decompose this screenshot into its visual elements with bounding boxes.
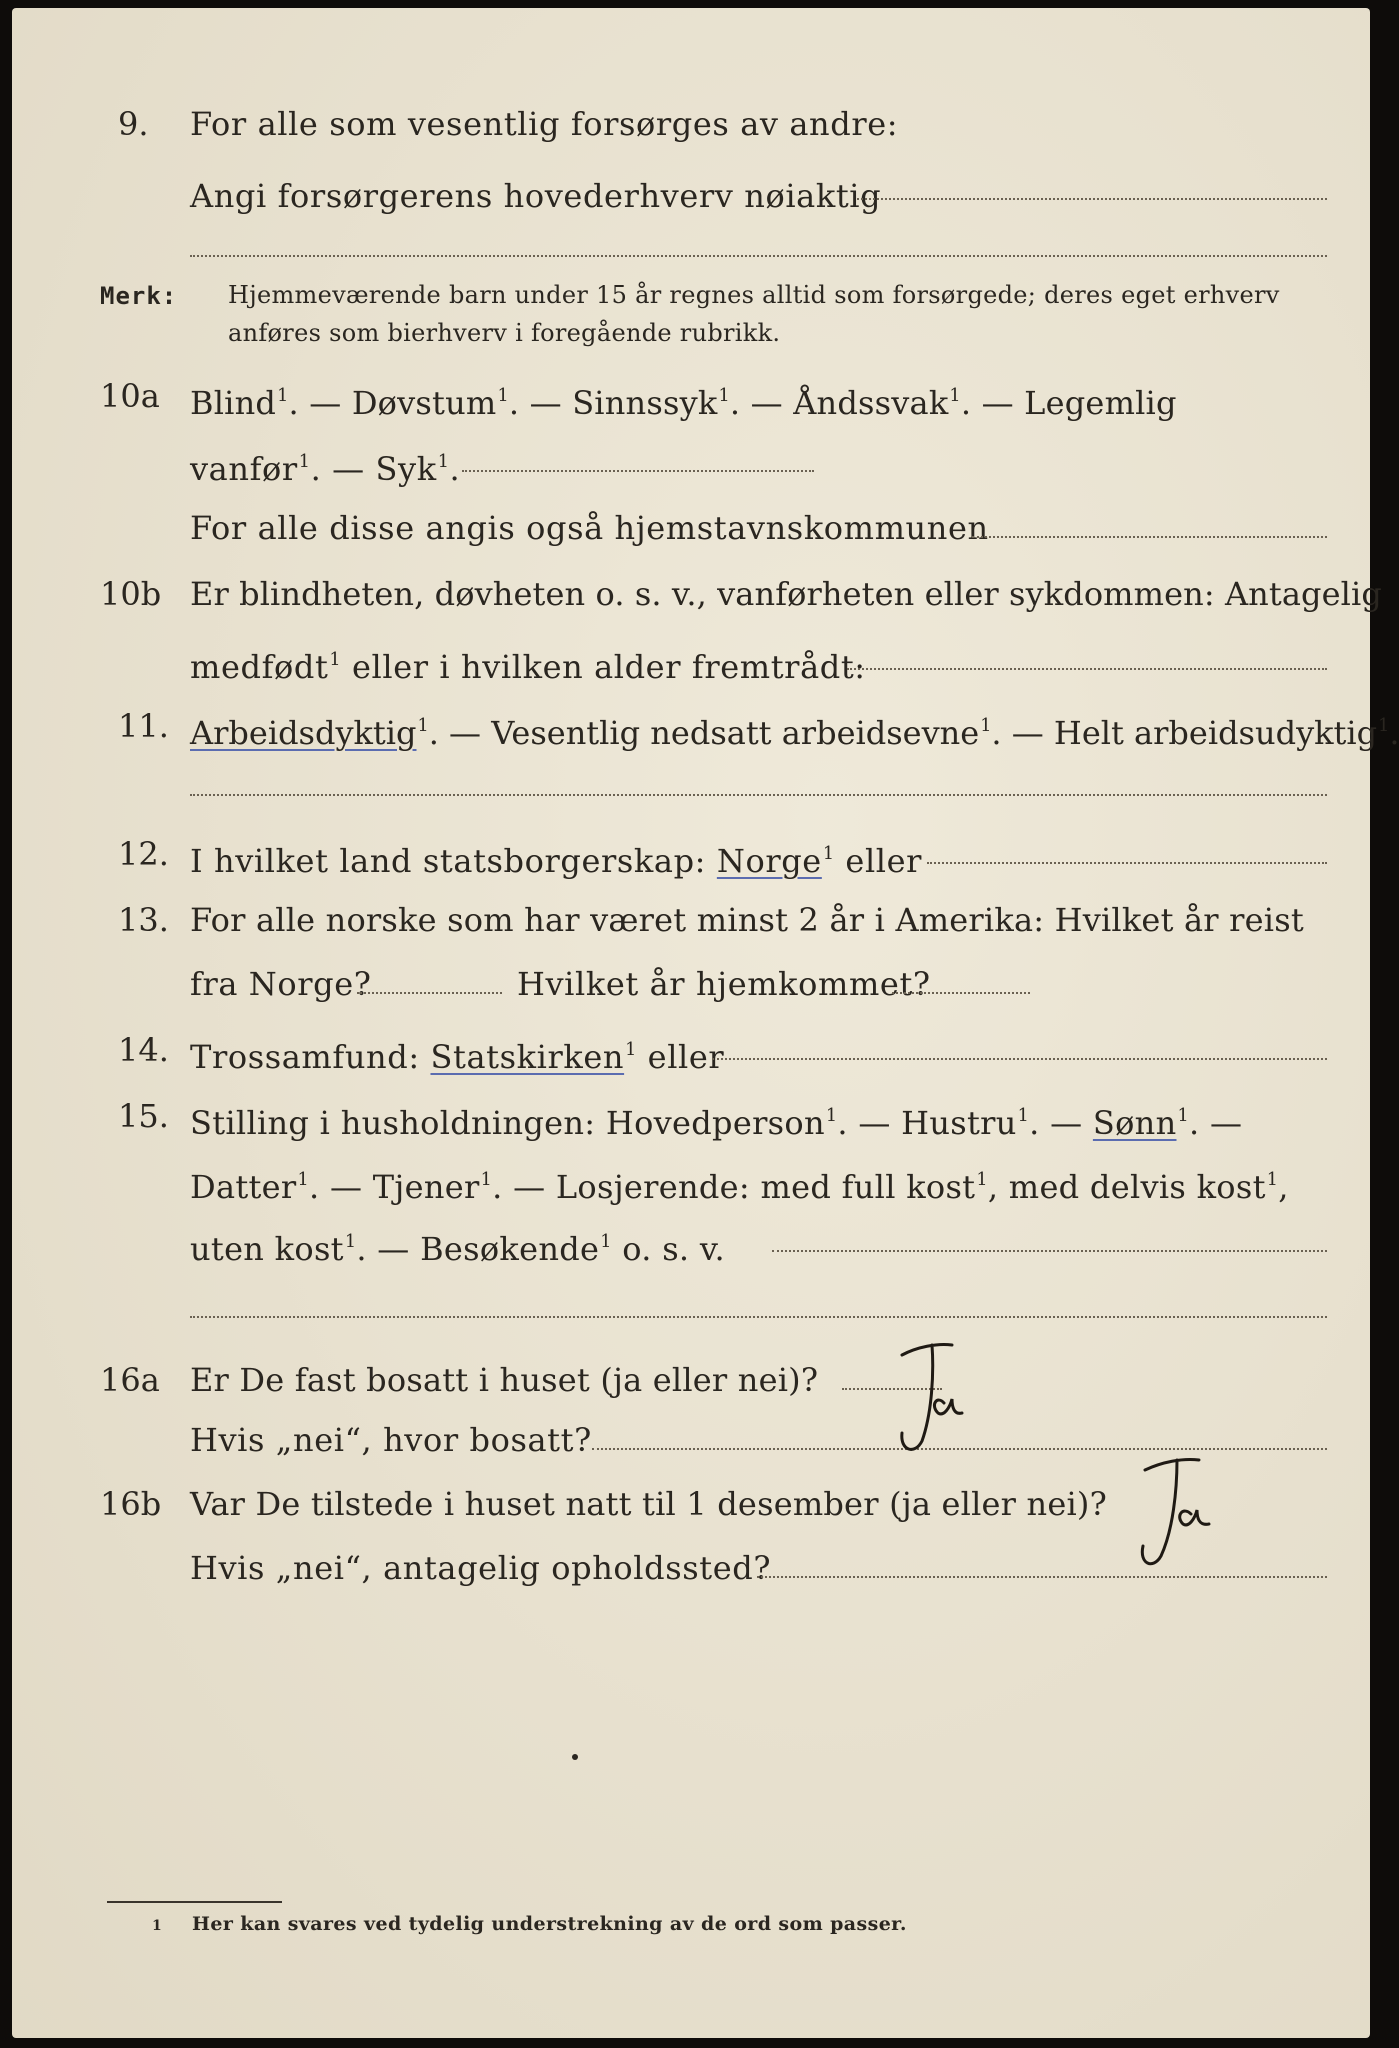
sup: 1	[437, 452, 450, 472]
q10b-alder-text: eller i hvilken alder fremtrådt:	[352, 648, 866, 687]
q14-line	[190, 1030, 724, 1077]
q14-blank[interactable]	[712, 1058, 1327, 1060]
q10b-blank[interactable]	[847, 668, 1327, 670]
opt-uten[interactable]: uten kost	[190, 1230, 344, 1269]
q10b-line2	[190, 640, 866, 687]
dash: —	[377, 1230, 410, 1269]
sup: 1	[497, 386, 509, 406]
q11-number: 11.	[118, 707, 169, 745]
q15-osv: o. s. v.	[622, 1230, 725, 1269]
opt-syk[interactable]: Syk	[375, 450, 437, 489]
sup: 1	[329, 650, 342, 670]
opt-besokende[interactable]: Besøkende	[420, 1230, 600, 1269]
merk-label: Merk:	[100, 282, 178, 310]
opt-arbeidsdyktig[interactable]: Arbeidsdyktig	[190, 714, 417, 753]
dash: —	[449, 714, 482, 753]
opt-tjener[interactable]: Tjener	[372, 1168, 480, 1207]
opt-sonn[interactable]: Sønn	[1092, 1104, 1177, 1143]
q12-blank[interactable]	[927, 862, 1327, 864]
dash: —	[513, 1168, 546, 1207]
dash: —	[329, 1168, 363, 1207]
q10a-number: 10a	[100, 377, 160, 415]
opt-dovstum[interactable]: Døvstum	[351, 384, 497, 423]
opt-delvis[interactable]: med delvis kost	[1008, 1168, 1266, 1207]
q11-line: Arbeidsdyktig$^1$. — Vesentlig nedsatt arbeidsevne$^1$. — Helt arbeidsudyktig$^1$.	[190, 714, 1399, 753]
opt-hustru[interactable]: Hustru	[901, 1104, 1017, 1143]
q10a-line1: Blind$^1$. — Døvstum$^1$. — Sinnssyk$^1$. — Åndssvak$^1$. — Legemlig	[190, 384, 1177, 423]
dash: —	[332, 450, 365, 489]
opt-hovedperson[interactable]: Hovedperson	[605, 1104, 825, 1143]
q15-number: 15.	[118, 1097, 169, 1135]
q10a-line3: For alle disse angis også hjemstavnskommunen	[190, 509, 989, 547]
dash: —	[1209, 1104, 1243, 1143]
dash: —	[858, 1104, 891, 1143]
sup: 1	[949, 386, 961, 406]
q9-number: 9.	[118, 105, 149, 143]
q11-answer-line[interactable]	[190, 794, 1327, 796]
dash: —	[309, 384, 342, 423]
sup: 1	[822, 844, 835, 864]
q10b-line1: Er blindheten, døvheten o. s. v., vanførheten eller sykdommen: Antagelig	[190, 575, 1382, 613]
opt-andssvak[interactable]: Åndssvak	[793, 384, 949, 423]
q16b-line2: Hvis „nei“, antagelig opholdssted?	[190, 1549, 772, 1587]
q12-number: 12.	[118, 835, 169, 873]
handwritten-answer-16a	[882, 1333, 992, 1463]
sup: 1	[718, 386, 730, 406]
q9-answer-blank[interactable]	[857, 198, 1327, 200]
dash: —	[981, 384, 1014, 423]
q16a-line2: Hvis „nei“, hvor bosatt?	[190, 1421, 592, 1459]
opt-blind[interactable]: Blind	[190, 384, 277, 423]
census-form-page	[12, 8, 1399, 2038]
sup: 1	[976, 1170, 988, 1190]
q15-line2: Datter$^1$. — Tjener$^1$. — Losjerende: med full kost$^1$, med delvis kost$^1$,	[190, 1168, 1289, 1207]
opt-vanfor[interactable]: vanfør	[190, 450, 298, 489]
footnote-text: Her kan svares ved tydelig understrekning av de ord som passer.	[192, 1913, 907, 1935]
q13-reist-blank[interactable]	[357, 992, 502, 994]
sup: 1	[625, 1040, 637, 1060]
opt-legemlig[interactable]: Legemlig	[1024, 384, 1177, 423]
sup: 1	[298, 452, 311, 472]
sup: 1	[1378, 716, 1390, 736]
q13-line1: For alle norske som har været minst 2 år i Amerika: Hvilket år reist	[190, 901, 1304, 939]
sup: 1	[344, 1232, 357, 1252]
sup: 1	[1017, 1106, 1030, 1126]
sup: 1	[825, 1106, 838, 1126]
sup: 1	[277, 386, 289, 406]
q10a-blank[interactable]	[462, 470, 814, 472]
q13-hjemkommet-blank[interactable]	[892, 992, 1030, 994]
opt-udyktig[interactable]: Helt arbeidsudyktig	[1053, 714, 1378, 753]
q9-line2: Angi forsørgerens hovederhverv nøiaktig	[190, 177, 882, 215]
q9-answer-line[interactable]	[190, 255, 1327, 257]
q14-eller: eller	[647, 1038, 725, 1077]
opt-losjerende[interactable]: Losjerende: med full kost	[555, 1168, 976, 1207]
dash: —	[1050, 1104, 1083, 1143]
q13-line2a: fra Norge?	[190, 965, 372, 1003]
q16a-line1: Er De fast bosatt i huset (ja eller nei)?	[190, 1361, 819, 1399]
q13-number: 13.	[118, 901, 169, 939]
ink-speck	[572, 1754, 578, 1760]
q10a-line2: vanfør$^1$. — Syk$^1$.	[190, 450, 461, 489]
opt-sinnssyk[interactable]: Sinnssyk	[572, 384, 718, 423]
dash: —	[529, 384, 562, 423]
dash: —	[750, 384, 783, 423]
sup: 1	[1177, 1106, 1189, 1126]
opt-nedsatt[interactable]: Vesentlig nedsatt arbeidsevne	[491, 714, 980, 753]
sup: 1	[297, 1170, 309, 1190]
q16a-number: 16a	[100, 1361, 160, 1399]
sup: 1	[1266, 1170, 1279, 1190]
sup: 1	[980, 716, 992, 736]
q10b-number: 10b	[100, 575, 162, 613]
handwritten-answer-16b	[1117, 1448, 1247, 1578]
q15-line3: uten kost$^1$. — Besøkende$^1$ o. s. v.	[190, 1230, 725, 1269]
q14-text: Trossamfund:	[190, 1038, 420, 1077]
q16b-line1: Var De tilstede i huset natt til 1 desember (ja eller nei)?	[190, 1485, 1107, 1523]
q15-text: Stilling i husholdningen:	[190, 1104, 596, 1143]
opt-statskirken[interactable]: Statskirken	[430, 1038, 625, 1077]
footnote-rule	[107, 1901, 282, 1903]
q12-text: I hvilket land statsborgerskap:	[190, 842, 707, 881]
opt-norge[interactable]: Norge	[716, 842, 822, 881]
sup: 1	[417, 716, 429, 736]
footnote-number: 1	[152, 1918, 162, 1934]
opt-datter[interactable]: Datter	[190, 1168, 297, 1207]
q12-eller: eller	[845, 842, 923, 881]
q14-number: 14.	[118, 1031, 169, 1069]
merk-line1: Hjemmeværende barn under 15 år regnes alltid som forsørgede; deres eget erhverv	[228, 281, 1280, 309]
q15-line1: Stilling i husholdningen: Hovedperson$^1$. — Hustru$^1$. — Sønn$^1$. —	[190, 1104, 1243, 1143]
q13-line2b: Hvilket år hjemkommet?	[517, 965, 931, 1003]
q12-line	[190, 834, 922, 881]
q15-blank[interactable]	[772, 1250, 1327, 1252]
sup: 1	[600, 1232, 612, 1252]
q9-line1: For alle som vesentlig forsørges av andre:	[190, 105, 899, 143]
merk-line2: anføres som bierhverv i foregående rubrikk.	[228, 319, 781, 347]
sup: 1	[480, 1170, 493, 1190]
q15-answer-line[interactable]	[190, 1316, 1327, 1318]
q16b-number: 16b	[100, 1485, 162, 1523]
opt-medfodt[interactable]: medfødt	[190, 648, 329, 687]
q10a-kommune-blank[interactable]	[972, 536, 1327, 538]
dash: —	[1011, 714, 1044, 753]
